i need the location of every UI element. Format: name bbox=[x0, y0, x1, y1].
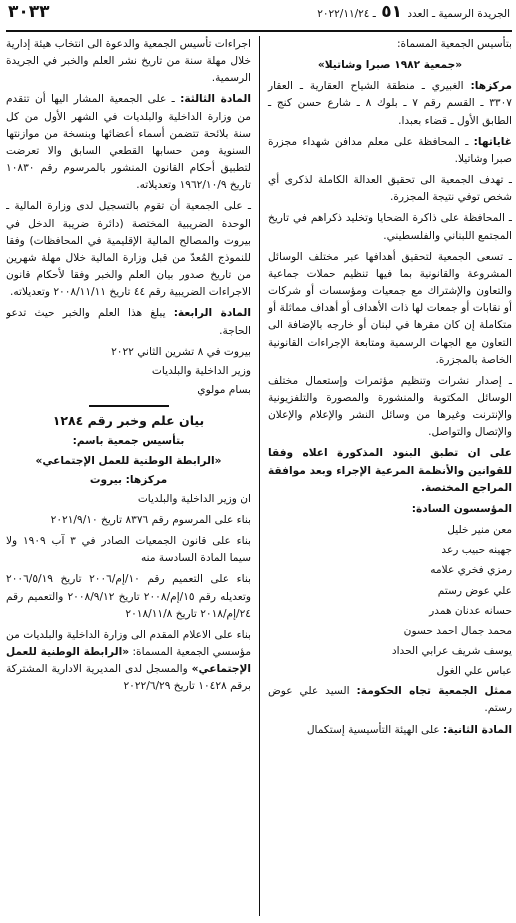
founders-heading: المؤسسون السادة: bbox=[411, 502, 512, 515]
page-number: ٣٠٣٣ bbox=[8, 2, 50, 23]
founder-item: معن منير خليل bbox=[447, 524, 512, 537]
article-3-text: ـ على الجمعية المشار اليها أن تتقدم من وزارة الداخلية والبلديات في الشهر الأول من كل سنة بلائحة تتضمن أسماء أعضائها وبنسخة من موازنتها السنوية ومن حسابها القطعي السابق والا تعرضت لتطبيق أحكام القانون المنشور بالمرسوم رقم ١٠٨٣٠ تاريخ ١٩٦٢/١٠/٩ وتعديلاته. bbox=[6, 93, 251, 192]
publication-name: الجريدة الرسمية ـ العدد bbox=[407, 8, 510, 21]
goal-4: ـ تسعى الجمعية لتحقيق أهدافها عبر مختلف الوسائل المشروعة والقانونية بما فيها تنظيم حملات جماعية والتعاون والإشتراك مع جمعيات ومؤسسات أو شركات أو نقابات أو جمعات لها ذات الأهداف أو أهداف مماثلة أو متكاملة إن كان مقرها في لبنان أو خارجه بالإضافة الى التعاون مع الجهات الرسمية ومتابعة الإجراءات القانونية الخاصة بالمجزرة. bbox=[268, 250, 512, 366]
notice-headquarters: مركزها: بيروت bbox=[89, 473, 168, 486]
based-on-3: بناء على التعميم رقم ١٠/إم/٢٠٠٦ تاريخ ٢٠٠٦/٥/١٩ وتعديله رقم ١٥/إم/٢٠٠٨ تاريخ ٢٠٠٨/٩/١٢ والتعميم رقم ٢٤/إم/٢٠١٨ تاريخ ٢٠١٨/١١/٨ bbox=[6, 573, 251, 620]
founder-item: محمد جمال احمد حسون bbox=[403, 624, 512, 637]
issue-date: ـ ٢٠٢٢/١١/٢٤ bbox=[317, 8, 376, 21]
signature-date: بيروت في ٨ تشرين الثاني ٢٠٢٢ bbox=[111, 345, 251, 358]
based-on-4-pre: بناء على الاعلام المقدم الى وزارة الداخلية والبلديات من مؤسسي الجمعية المسماة: bbox=[6, 628, 251, 659]
conditions-paragraph: على ان تطبق البنود المذكورة اعلاه وفقا للقوانين والأنظمة المرعية الإجراء وبعد موافقة المراجع المختصة. bbox=[268, 447, 512, 494]
based-on-4 bbox=[6, 627, 251, 696]
section-divider bbox=[6, 405, 251, 407]
signature-name: بسام مولوي bbox=[197, 383, 251, 396]
goal-1: ـ المحافظة على معلم مدافن شهداء مجزرة صبرا وشاتيلا. bbox=[268, 135, 512, 165]
headquarters-paragraph bbox=[268, 78, 512, 129]
right-column bbox=[259, 36, 512, 916]
based-on-4-name: «الرابطة الوطنية للعمل الإجتماعي» bbox=[6, 646, 251, 676]
goal-2: ـ تهدف الجمعية الى تحقيق العدالة الكاملة لذكرى أي شخص توفي نتيجة المجزرة. bbox=[268, 174, 512, 204]
article-4-text: يبلغ هذا العلم والخبر حيث تدعو الحاجة. bbox=[6, 307, 251, 337]
goals-label: غاياتها: bbox=[473, 135, 512, 148]
left-column bbox=[6, 36, 259, 916]
representative-text: السيد علي عوض رستم. bbox=[268, 685, 512, 715]
based-on-2: بناء على قانون الجمعيات الصادر في ٣ آب ١٩٠٩ ولا سيما المادة السادسة منه bbox=[6, 535, 251, 565]
two-columns bbox=[6, 36, 512, 916]
goal-3: ـ المحافظة على ذاكرة الضحايا وتخليد ذكراهم في تاريخ المجتمع اللبناني والفلسطيني. bbox=[268, 212, 512, 242]
minister-line: ان وزير الداخلية والبلديات bbox=[137, 492, 251, 505]
based-on-1: بناء على المرسوم رقم ٨٣٧٦ تاريخ ٢٠٢١/٩/١٠ bbox=[50, 514, 251, 526]
founders-list bbox=[268, 522, 512, 680]
hq-text: الغبيري ـ منطقة الشياح العقارية ـ العقار ٣٣٠٧ ـ القسم رقم ٧ ـ بلوك ٨ ـ شارع حسن كنج ـ الطابق الأول ـ قضاء بعبدا. bbox=[268, 80, 512, 127]
notice-subtitle: بتأسيس جمعية باسم: bbox=[72, 435, 185, 448]
notice-association-name: «الرابطة الوطنية للعمل الإجتماعي» bbox=[35, 454, 222, 467]
founder-item: رمزي فخري علامه bbox=[430, 564, 512, 577]
based-on-4-post: والمسجل لدى المديرية الادارية المشتركة برقم ١٠٤٢٨ تاريخ ٢٠٢٢/٦/٢٩ bbox=[6, 663, 251, 693]
article-2-label: المادة الثانية: bbox=[443, 723, 512, 736]
notice-title: بيان علم وخبر رقم ١٢٨٤ bbox=[52, 413, 205, 429]
header-publication bbox=[317, 0, 510, 27]
issue-number: ٥١ bbox=[381, 2, 402, 23]
founder-item: جهينه حبيب رعد bbox=[441, 544, 512, 557]
founder-item: علي عوض رستم bbox=[437, 584, 512, 597]
article-3-tax-paragraph: ـ على الجمعية أن تقوم بالتسجيل لدى وزارة المالية ـ الوحدة الضريبية المختصة (دائرة ضريبة الدخل في بيروت والمصالح المالية الإقليمية في المحافظات) وفقا للنموذج المُعدّ من قبل وزارة المالية خلال مهلة شهرين من تاريخ صدور بيان العلم والخبر وفقا لأحكام قانون الاجراءات الضريبية رقم ٤٤ تاريخ ٢٠٠٨/١١/١١ وتعديلاته. bbox=[6, 200, 251, 299]
article-2-paragraph bbox=[268, 722, 512, 739]
article-4-paragraph bbox=[6, 305, 251, 339]
association-name: «جمعية ١٩٨٢ صبرا وشاتيلا» bbox=[317, 59, 463, 72]
founder-item: عباس علي الغول bbox=[436, 665, 512, 678]
goals-paragraph bbox=[268, 134, 512, 168]
founder-item: يوسف شريف عرابي الحداد bbox=[391, 645, 512, 657]
founder-item: حسانه عدنان همدر bbox=[429, 604, 512, 617]
article-2-text: على الهيئة التأسيسية إستكمال bbox=[306, 723, 440, 736]
signature-title: وزير الداخلية والبلديات bbox=[151, 364, 251, 377]
representative-label: ممثل الجمعية تجاه الحكومة: bbox=[356, 685, 512, 698]
article-3-paragraph bbox=[6, 91, 251, 194]
continued-text: اجراءات تأسيس الجمعية والدعوة الى انتخاب هيئة إدارية خلال مهلة سنة من تاريخ نشر العلم والخبر في الجريدة الرسمية. bbox=[6, 38, 251, 85]
article-3-label: المادة الثالثة: bbox=[180, 93, 251, 106]
goal-5: ـ إصدار نشرات وتنظيم مؤتمرات وإستعمال مختلف الوسائل المكتوبة والمنشورة والمصورة والتلفزيونية والإنترنت وغيرها من وسائل النشر والإعلام والإعلان والإتصال والتواصل. bbox=[268, 374, 512, 439]
hq-label: مركزها: bbox=[470, 80, 512, 93]
article-4-label: المادة الرابعة: bbox=[173, 307, 251, 320]
intro-line: بتأسيس الجمعية المسماة: bbox=[396, 38, 512, 50]
page-header bbox=[6, 2, 512, 32]
representative-paragraph bbox=[268, 683, 512, 717]
